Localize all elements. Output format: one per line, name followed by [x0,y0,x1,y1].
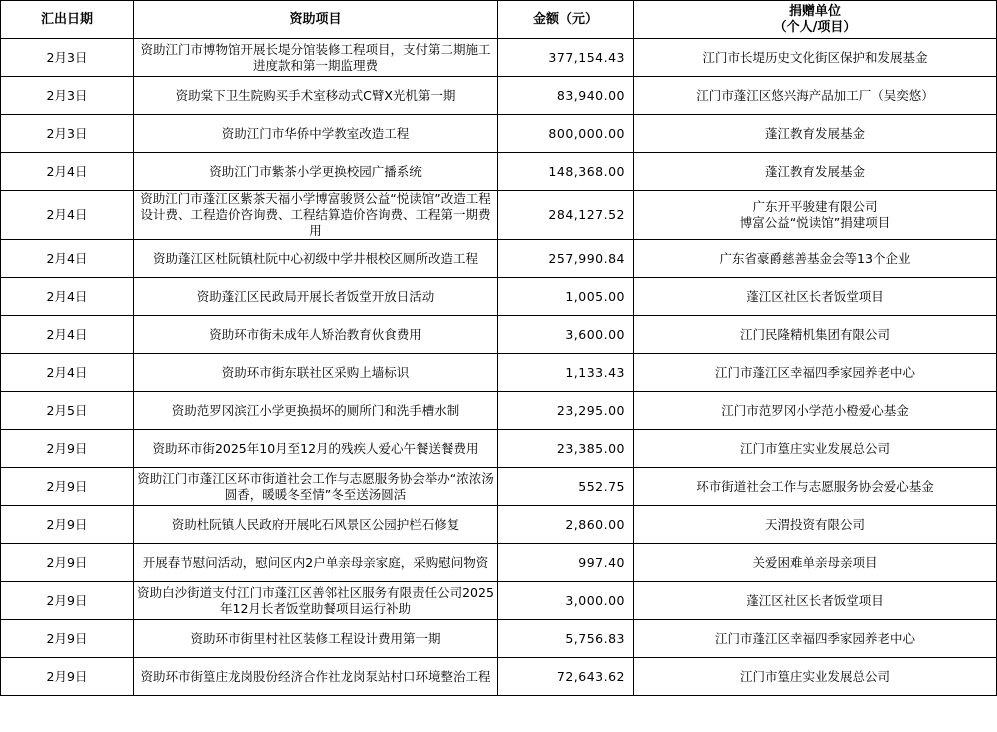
table-row [1,506,997,544]
donor-line: 江门市蓬江区幸福四季家园养老中心 [714,364,915,380]
header-date: 汇出日期 [1,1,134,39]
cell-amount: 23,295.00 [498,392,634,430]
cell-amount: 257,990.84 [498,240,634,278]
cell-amount: 23,385.00 [498,430,634,468]
cell-date: 2月9日 [1,658,134,696]
cell-project: 资助蓬江区民政局开展长者饭堂开放日活动 [134,278,498,316]
cell-date: 2月9日 [1,468,134,506]
cell-project: 资助江门市蓬江区紫茶天福小学博富骏贤公益“悦读馆”改造工程设计费、工程造价咨询费、工程结算造价咨询费、工程第一期费用 [134,191,498,240]
cell-amount: 284,127.52 [498,191,634,240]
cell-donor [634,392,997,430]
table-row [1,468,997,506]
header-project: 资助项目 [134,1,498,39]
cell-amount: 3,000.00 [498,582,634,620]
table-body [1,39,997,696]
cell-date: 2月3日 [1,115,134,153]
cell-amount: 72,643.62 [498,658,634,696]
table-row [1,240,997,278]
cell-donor [634,430,997,468]
header-donor-line1: 捐赠单位 [788,3,841,19]
table-row [1,39,997,77]
cell-project: 资助江门市华侨中学教室改造工程 [134,115,498,153]
cell-project: 资助江门市蓬江区环市街道社会工作与志愿服务协会举办“浓浓汤圆香，暖暖冬至情”冬至送汤圆活 [134,468,498,506]
donor-line: 广东省豪爵慈善基金会等13个企业 [719,250,911,266]
cell-amount: 377,154.43 [498,39,634,77]
cell-donor [634,506,997,544]
table-row [1,544,997,582]
table-header-row [1,1,997,39]
donor-line: 蓬江区社区长者饭堂项目 [746,592,884,608]
cell-donor [634,468,997,506]
table-row [1,354,997,392]
cell-donor [634,544,997,582]
donor-line: 关爱困难单亲母亲项目 [752,554,878,570]
cell-amount: 2,860.00 [498,506,634,544]
cell-donor [634,620,997,658]
donor-line: 环市街道社会工作与志愿服务协会爱心基金 [696,478,934,494]
cell-project: 资助蓬江区杜阮镇杜阮中心初级中学井根校区厕所改造工程 [134,240,498,278]
cell-date: 2月4日 [1,153,134,191]
cell-donor [634,77,997,115]
donor-line: 蓬江教育发展基金 [764,163,865,179]
table-row [1,620,997,658]
table-row [1,77,997,115]
donor-line: 蓬江教育发展基金 [764,125,865,141]
cell-amount: 997.40 [498,544,634,582]
cell-amount: 5,756.83 [498,620,634,658]
header-amount: 金额（元） [498,1,634,39]
cell-donor [634,240,997,278]
cell-project: 资助白沙街道支付江门市蓬江区善邻社区服务有限责任公司2025年12月长者饭堂助餐项目运行补助 [134,582,498,620]
cell-date: 2月3日 [1,77,134,115]
cell-project: 资助环市街未成年人矫治教育伙食费用 [134,316,498,354]
donor-line: 广东开平骏建有限公司 [752,199,878,214]
cell-donor [634,115,997,153]
cell-date: 2月4日 [1,354,134,392]
header-donor [634,1,997,39]
cell-amount: 3,600.00 [498,316,634,354]
cell-date: 2月9日 [1,620,134,658]
cell-donor [634,354,997,392]
cell-project: 资助江门市博物馆开展长堤分馆装修工程项目，支付第二期施工进度款和第一期监理费 [134,39,498,77]
table-row [1,658,997,696]
cell-amount: 1,005.00 [498,278,634,316]
donor-line: 天渭投资有限公司 [764,516,865,532]
cell-donor [634,658,997,696]
cell-amount: 148,368.00 [498,153,634,191]
table-row [1,153,997,191]
donor-line: 江门市长堤历史文化街区保护和发展基金 [702,49,928,65]
cell-date: 2月5日 [1,392,134,430]
cell-donor [634,153,997,191]
cell-amount: 800,000.00 [498,115,634,153]
header-donor-line2: （个人/项目） [773,19,857,35]
cell-date: 2月9日 [1,582,134,620]
cell-date: 2月3日 [1,39,134,77]
cell-date: 2月9日 [1,544,134,582]
cell-amount: 1,133.43 [498,354,634,392]
table-row [1,430,997,468]
cell-amount: 83,940.00 [498,77,634,115]
donor-line: 博富公益“悦读馆”捐建项目 [739,215,891,230]
cell-project: 开展春节慰问活动，慰问区内2户单亲母亲家庭，采购慰问物资 [134,544,498,582]
cell-project: 资助杜阮镇人民政府开展叱石风景区公园护栏石修复 [134,506,498,544]
cell-date: 2月9日 [1,430,134,468]
donor-line: 江门市篁庄实业发展总公司 [739,440,890,456]
cell-donor [634,191,997,240]
cell-project: 资助江门市紫茶小学更换校园广播系统 [134,153,498,191]
table-row [1,582,997,620]
cell-project: 资助棠下卫生院购买手术室移动式C臂X光机第一期 [134,77,498,115]
cell-donor [634,39,997,77]
cell-amount: 552.75 [498,468,634,506]
cell-date: 2月9日 [1,506,134,544]
donor-line: 蓬江区社区长者饭堂项目 [746,288,884,304]
cell-date: 2月4日 [1,191,134,240]
cell-donor [634,316,997,354]
cell-project: 资助环市街2025年10月至12月的残疾人爱心午餐送餐费用 [134,430,498,468]
donor-line: 江门民隆精机集团有限公司 [739,326,890,342]
table-row [1,392,997,430]
cell-project: 资助范罗冈滨江小学更换损坏的厕所门和洗手槽水制 [134,392,498,430]
cell-donor [634,582,997,620]
donor-line: 江门市篁庄实业发展总公司 [739,668,890,684]
cell-project: 资助环市街篁庄龙岗股份经济合作社龙岗泵站村口环境整治工程 [134,658,498,696]
table-row [1,115,997,153]
cell-date: 2月4日 [1,240,134,278]
donor-line: 江门市范罗冈小学范小橙爱心基金 [721,402,909,418]
cell-project: 资助环市街里村社区装修工程设计费用第一期 [134,620,498,658]
donor-line: 江门市蓬江区悠兴海产品加工厂（吴奕悠） [696,87,934,103]
cell-date: 2月4日 [1,278,134,316]
table-row [1,191,997,240]
cell-donor [634,278,997,316]
cell-date: 2月4日 [1,316,134,354]
donor-line: 江门市蓬江区幸福四季家园养老中心 [714,630,915,646]
cell-project: 资助环市街东联社区采购上墙标识 [134,354,498,392]
table-row [1,316,997,354]
table-row [1,278,997,316]
